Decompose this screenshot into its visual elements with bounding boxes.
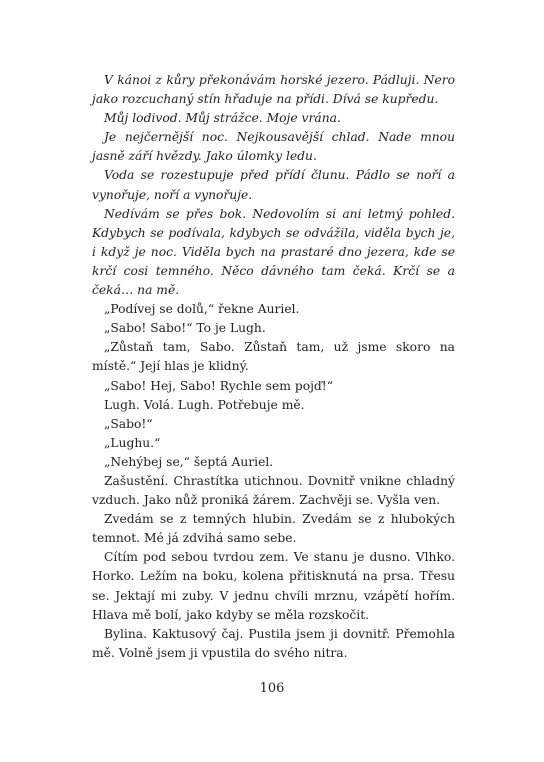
paragraph: „Sabo! Hej, Sabo! Rychle sem pojď!“ <box>104 378 334 393</box>
paragraph: „Sabo!“ <box>104 416 153 431</box>
paragraph: Voda se rozestupuje před přídí člunu. Pádlo se noří a vynořuje, noří a vynořuje. <box>92 168 455 202</box>
paragraph: Nedívám se přes bok. Nedovolím si ani letmý pohled. Kdybych se podívala, kdybych se odvážila, viděla bych je, i když je noc. Viděla bych na prastaré dno jezera, kde se krčí cosi temného. Něco dávného tam čeká. Krčí se a čeká… na mě. <box>92 206 455 298</box>
paragraph: Lugh. Volá. Lugh. Potřebuje mě. <box>104 397 305 412</box>
paragraph: „Podívej se dolů,“ řekne Auriel. <box>104 302 300 317</box>
paragraph: Můj lodivod. Můj strážce. Moje vrána. <box>104 111 341 126</box>
paragraph: „Sabo! Sabo!“ To je Lugh. <box>104 321 266 336</box>
paragraph: „Zůstaň tam, Sabo. Zůstaň tam, už jsme skoro na místě.“ Její hlas je klidný. <box>92 340 455 374</box>
paragraph: Je nejčernější noc. Nejkousavější chlad. Nade mnou jasně září hvězdy. Jako úlomky ledu. <box>92 130 455 164</box>
body-text <box>92 71 455 663</box>
paragraph: „Nehýbej se,“ šeptá Auriel. <box>104 454 274 469</box>
paragraph: Zašustění. Chrastítka utichnou. Dovnitř vnikne chladný vzduch. Jako nůž proniká žárem. Zachvěji se. Vyšla ven. <box>92 473 455 508</box>
paragraph: Bylina. Kaktusový čaj. Pustila jsem ji dovnitř. Přemohla mě. Volně jsem ji vpustila do svého nitra. <box>92 626 455 660</box>
paragraph: Cítím pod sebou tvrdou zem. Ve stanu je dusno. Vlhko. Horko. Ležím na boku, kolena přitisknutá na prsa. Třesu se. Jektají mi zuby. V jednu chvíli mrznu, vzápětí hořím. Hlava mě bolí, jako kdyby se měla rozskočit. <box>92 550 455 622</box>
page-number: 106 <box>259 681 285 696</box>
paragraph: V kánoi z kůry překonávám horské jezero. Pádluji. Nero jako rozcuchaný stín hřaduje na přídi. Dívá se kupředu. <box>92 73 455 107</box>
paragraph: „Lughu.“ <box>104 435 161 450</box>
paragraph: Zvedám se z temných hlubin. Zvedám se z hlubokých temnot. Mé já zdvihá samo sebe. <box>92 512 455 546</box>
